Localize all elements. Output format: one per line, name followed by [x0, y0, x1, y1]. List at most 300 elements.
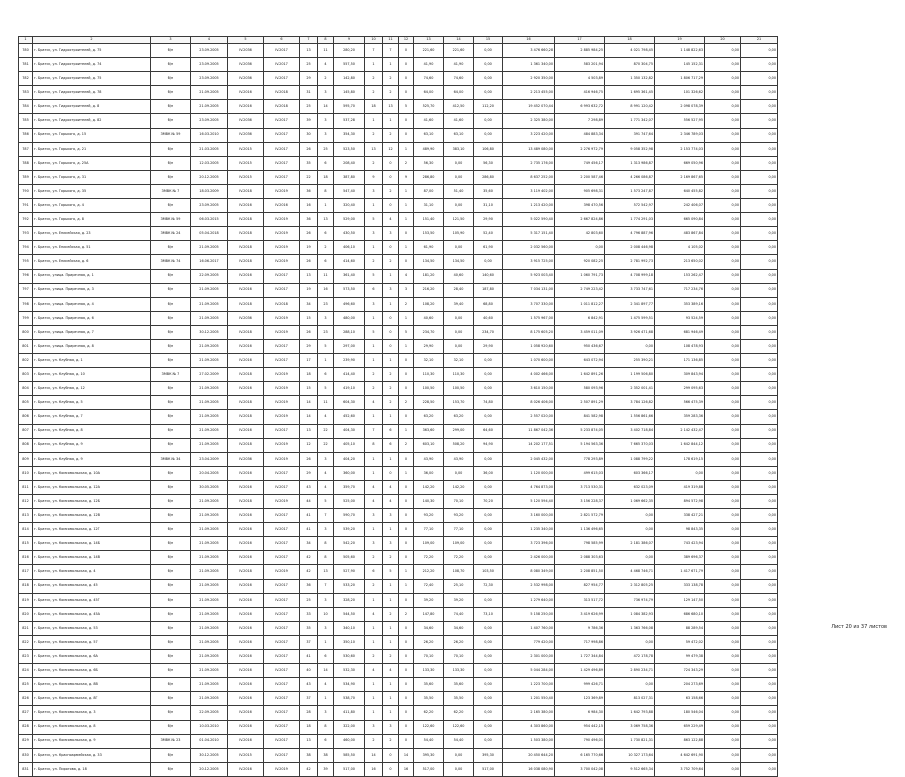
table-cell: 7: [318, 509, 334, 523]
table-cell: 0,00: [741, 114, 778, 128]
table-cell: 0: [399, 678, 414, 692]
table-cell: 140,30: [414, 495, 444, 509]
table-cell: 21.09.2005: [191, 650, 228, 664]
table-cell: 7 034 131,00: [503, 283, 555, 297]
table-cell: 0,00: [741, 86, 778, 100]
column-header: 2: [33, 37, 151, 44]
table-cell: 781: [19, 58, 33, 72]
table-cell: 0,00: [474, 382, 503, 396]
table-cell: 93,20: [414, 509, 444, 523]
table-cell: 43,90: [444, 452, 474, 466]
table-cell: 0,00: [605, 339, 655, 353]
table-cell: 1: [383, 635, 399, 649]
table-cell: 523,50: [334, 142, 365, 156]
table-cell: 11: [318, 396, 334, 410]
table-cell: IV.2016: [228, 762, 264, 776]
table-cell: 30: [300, 128, 318, 142]
table-cell: 8: [318, 551, 334, 565]
table-cell: 0,00: [741, 396, 778, 410]
address-cell: г. Братск, ул. Горького, д. 35: [33, 184, 151, 198]
table-cell: 1: [383, 678, 399, 692]
table-cell: IV.2016: [228, 283, 264, 297]
address-cell: г. Братск, ул. Комсомольская, д. 8В: [33, 678, 151, 692]
table-cell: 17: [300, 354, 318, 368]
table-cell: 0,00: [705, 354, 741, 368]
table-cell: 0,00: [741, 678, 778, 692]
table-cell: 0,00: [741, 354, 778, 368]
table-cell: 280,20: [334, 44, 365, 58]
table-cell: 819: [19, 593, 33, 607]
table-cell: 31,10: [414, 199, 444, 213]
table-cell: 0,00: [741, 170, 778, 184]
table-cell: 0,00: [741, 382, 778, 396]
table-cell: 13: [300, 734, 318, 748]
table-cell: 22: [318, 424, 334, 438]
table-cell: 0,00: [474, 128, 503, 142]
table-cell: 0: [399, 495, 414, 509]
table-cell: 0: [399, 480, 414, 494]
table-row: [19, 44, 778, 58]
table-cell: 0,00: [705, 311, 741, 325]
table-cell: 2 098 078,39: [655, 100, 705, 114]
table-cell: 299 095,63: [655, 382, 705, 396]
table-cell: 3 476 660,28: [503, 44, 555, 58]
table-cell: 3 223 420,00: [503, 128, 555, 142]
table-cell: 604,30: [334, 396, 365, 410]
table-cell: 2: [365, 579, 383, 593]
table-cell: 4 764 873,00: [503, 480, 555, 494]
table-cell: 2 312 805,25: [605, 579, 655, 593]
table-cell: 0,00: [741, 283, 778, 297]
table-cell: 35,50: [444, 692, 474, 706]
table-cell: IV.2017: [264, 706, 300, 720]
table-cell: 41: [300, 650, 318, 664]
table-cell: 77,10: [444, 523, 474, 537]
table-cell: 583 201,94: [555, 58, 605, 72]
table-cell: 93,20: [444, 509, 474, 523]
table-cell: 129 147,50: [655, 593, 705, 607]
table-cell: 14: [300, 410, 318, 424]
table-cell: 1: [383, 593, 399, 607]
table-cell: 35,60: [414, 678, 444, 692]
table-cell: 557,50: [334, 58, 365, 72]
table-cell: 783: [19, 86, 33, 100]
table-cell: 788: [19, 156, 33, 170]
table-cell: IV.2016: [228, 579, 264, 593]
table-cell: 0,00: [705, 495, 741, 509]
table-cell: 2 532 998,00: [503, 579, 555, 593]
table-cell: 61,90: [474, 241, 503, 255]
table-cell: 0,00: [741, 424, 778, 438]
table-cell: 134,50: [414, 255, 444, 269]
address-cell: г. Братск, ул. Гидростроителей, д. 75: [33, 72, 151, 86]
table-cell: 717 234,76: [655, 283, 705, 297]
table-cell: 0: [399, 382, 414, 396]
table-row: [19, 424, 778, 438]
table-cell: 29: [300, 72, 318, 86]
table-cell: 0: [383, 311, 399, 325]
table-cell: 61,90: [414, 241, 444, 255]
table-cell: 0,00: [705, 58, 741, 72]
table-cell: 0,00: [741, 58, 778, 72]
table-cell: 10 327 173,64: [605, 748, 655, 762]
table-cell: 333 138,78: [655, 579, 705, 593]
table-cell: 0: [383, 748, 399, 762]
table-cell: IV.2016: [228, 199, 264, 213]
table-cell: 1: [383, 579, 399, 593]
address-cell: г. Братск, ул. Комсомольская, д. 12Б: [33, 495, 151, 509]
table-cell: 1 806 717,29: [655, 72, 705, 86]
table-cell: 0,00: [741, 523, 778, 537]
table-cell: 8 026 406,00: [503, 396, 555, 410]
address-cell: г. Братск, ул. Клубная, д. 12: [33, 382, 151, 396]
table-row: [19, 706, 778, 720]
table-cell: 06.03.2015: [191, 213, 228, 227]
table-cell: 5 233 874,05: [555, 424, 605, 438]
table-cell: 0,00: [705, 213, 741, 227]
table-cell: 3 733 747,61: [605, 283, 655, 297]
table-cell: IV.2019: [264, 495, 300, 509]
table-cell: IV.2016: [228, 424, 264, 438]
table-cell: 3: [318, 621, 334, 635]
table-cell: 208,40: [334, 156, 365, 170]
table-cell: 0: [399, 692, 414, 706]
table-cell: 72,20: [444, 551, 474, 565]
table-cell: 824: [19, 664, 33, 678]
table-cell: 801: [19, 339, 33, 353]
table-cell: IV.2018: [228, 184, 264, 198]
table-cell: 5: [383, 565, 399, 579]
table-row: [19, 523, 778, 537]
table-cell: 0,00: [444, 762, 474, 776]
table-cell: 0,00: [741, 227, 778, 241]
table-cell: 36,00: [414, 466, 444, 480]
column-header: 11: [383, 37, 399, 44]
table-cell: 3: [318, 523, 334, 537]
table-cell: 717 998,86: [555, 635, 605, 649]
table-cell: 2: [383, 396, 399, 410]
table-cell: 0,00: [705, 325, 741, 339]
table-cell: 19 452 070,44: [503, 100, 555, 114]
table-cell: 0,00: [705, 241, 741, 255]
table-cell: IV.2019: [264, 184, 300, 198]
table-cell: 11: [318, 269, 334, 283]
table-cell: 412,50: [444, 100, 474, 114]
table-cell: 822: [19, 635, 33, 649]
table-cell: 0,00: [741, 311, 778, 325]
table-cell: 0: [399, 509, 414, 523]
address-cell: г. Братск, ул. Енисейская, д. 51: [33, 241, 151, 255]
table-cell: 0: [399, 354, 414, 368]
table-cell: 414,40: [334, 368, 365, 382]
table-cell: 338 427,21: [655, 509, 705, 523]
table-cell: 110,30: [414, 368, 444, 382]
table-cell: 6 842,91: [555, 311, 605, 325]
table-cell: 0: [383, 325, 399, 339]
table-cell: IV.2019: [264, 311, 300, 325]
table-cell: 2 885 984,25: [555, 44, 605, 58]
table-cell: 108 478,93: [655, 339, 705, 353]
table-cell: 1 213 420,00: [503, 199, 555, 213]
table-cell: 21.09.2005: [191, 678, 228, 692]
table-cell: б/н: [151, 762, 191, 776]
table-cell: 7 298,89: [555, 114, 605, 128]
table-cell: 21.09.2005: [191, 382, 228, 396]
table-cell: 1 199 506,80: [605, 368, 655, 382]
header-row: [19, 37, 778, 44]
address-cell: г. Братск, ул. Клубная, д. 8: [33, 424, 151, 438]
table-cell: 213 650,02: [655, 255, 705, 269]
table-cell: 180 546,04: [655, 706, 705, 720]
table-cell: 0,00: [705, 579, 741, 593]
table-cell: 5: [365, 325, 383, 339]
table-cell: IV.2016: [228, 607, 264, 621]
table-cell: 0: [399, 452, 414, 466]
table-cell: 25: [318, 142, 334, 156]
table-cell: 3: [383, 537, 399, 551]
table-cell: 5: [318, 382, 334, 396]
table-row: [19, 452, 778, 466]
table-cell: IV.2019: [264, 438, 300, 452]
table-cell: 3: [365, 184, 383, 198]
table-row: [19, 396, 778, 410]
table-cell: 14: [399, 748, 414, 762]
table-cell: 5 317 151,40: [503, 227, 555, 241]
table-row: [19, 283, 778, 297]
table-cell: 659 229,49: [655, 720, 705, 734]
table-cell: 2 557 020,00: [503, 410, 555, 424]
table-cell: IV.2016: [228, 692, 264, 706]
table-cell: 350,10: [334, 635, 365, 649]
table-cell: 1: [399, 184, 414, 198]
table-cell: 787: [19, 142, 33, 156]
table-cell: 0,00: [444, 156, 474, 170]
table-cell: 3: [365, 720, 383, 734]
table-cell: 0,00: [705, 664, 741, 678]
table-cell: 26: [300, 227, 318, 241]
table-cell: 39,20: [444, 593, 474, 607]
table-cell: IV.2018: [228, 325, 264, 339]
table-cell: 234,70: [414, 325, 444, 339]
table-cell: 1: [365, 692, 383, 706]
table-cell: 8 080 349,00: [503, 565, 555, 579]
table-cell: 572 542,97: [605, 199, 655, 213]
table-cell: 4: [318, 480, 334, 494]
table-cell: 2: [365, 255, 383, 269]
table-cell: 5 923 003,40: [503, 269, 555, 283]
table-cell: 2 142 432,47: [655, 424, 705, 438]
table-cell: 0,00: [444, 748, 474, 762]
table-cell: 1 136 496,65: [555, 523, 605, 537]
table-cell: IV.2036: [228, 58, 264, 72]
table-cell: 234,70: [474, 325, 503, 339]
table-cell: 32,10: [414, 354, 444, 368]
table-cell: 40,60: [414, 311, 444, 325]
table-cell: 286,80: [414, 170, 444, 184]
table-cell: 15: [300, 311, 318, 325]
table-cell: 0,00: [474, 72, 503, 86]
table-cell: 4 105,02: [655, 241, 705, 255]
table-cell: IV.2016: [228, 523, 264, 537]
table-cell: 228,50: [414, 396, 444, 410]
table-cell: 10: [318, 607, 334, 621]
table-cell: 74,60: [444, 72, 474, 86]
table-cell: 74,60: [414, 72, 444, 86]
table-cell: 6: [383, 424, 399, 438]
table-cell: 0: [383, 156, 399, 170]
table-cell: 0,00: [474, 678, 503, 692]
table-cell: 35: [300, 156, 318, 170]
table-cell: 790 496,01: [555, 734, 605, 748]
table-cell: 1 279 640,00: [503, 593, 555, 607]
table-cell: 1: [383, 114, 399, 128]
table-cell: 2: [399, 607, 414, 621]
table-cell: б/н: [151, 523, 191, 537]
table-cell: 40,60: [474, 311, 503, 325]
table-cell: 2: [383, 551, 399, 565]
table-cell: 10.03.2010: [191, 720, 228, 734]
table-cell: 0,00: [741, 565, 778, 579]
table-cell: IV.2018: [228, 495, 264, 509]
table-cell: 0,00: [741, 593, 778, 607]
table-row: [19, 255, 778, 269]
table-cell: 0,00: [474, 86, 503, 100]
table-cell: 499 615,03: [555, 466, 605, 480]
table-cell: 59 472,02: [655, 635, 705, 649]
table-cell: 62,20: [414, 706, 444, 720]
table-cell: 1: [365, 635, 383, 649]
table-cell: 0,00: [741, 339, 778, 353]
table-cell: 1 642 793,88: [605, 706, 655, 720]
address-cell: г. Братск, ул. Енисейская, д. 6: [33, 255, 151, 269]
column-header: 20: [705, 37, 741, 44]
table-cell: 3: [383, 283, 399, 297]
table-row: [19, 72, 778, 86]
table-cell: 21.09.2005: [191, 621, 228, 635]
table-cell: 63,20: [444, 410, 474, 424]
table-cell: 145,80: [334, 86, 365, 100]
table-cell: 1: [365, 58, 383, 72]
table-cell: 23: [318, 325, 334, 339]
table-cell: 0: [399, 523, 414, 537]
table-cell: 0,00: [444, 199, 474, 213]
table-cell: 0,00: [705, 368, 741, 382]
table-cell: 1: [318, 692, 334, 706]
table-cell: 4: [399, 269, 414, 283]
table-cell: IV.2018: [228, 410, 264, 424]
table-cell: 8: [318, 537, 334, 551]
table-cell: 16.06.2017: [191, 255, 228, 269]
table-cell: 0,00: [705, 199, 741, 213]
table-cell: 2: [383, 734, 399, 748]
table-cell: 255 390,21: [605, 354, 655, 368]
table-cell: 665 090,84: [655, 213, 705, 227]
address-cell: г. Братск, ул. Комсомольская, д. 6А: [33, 650, 151, 664]
table-cell: 3 119 402,00: [503, 184, 555, 198]
column-header: 21: [741, 37, 778, 44]
table-cell: б/н: [151, 58, 191, 72]
table-cell: IV.2019: [264, 213, 300, 227]
table-cell: 36: [300, 579, 318, 593]
table-row: [19, 184, 778, 198]
table-cell: 827 954,77: [555, 579, 605, 593]
table-cell: IV.2018: [264, 100, 300, 114]
table-cell: 25: [300, 100, 318, 114]
table-cell: 153,50: [414, 227, 444, 241]
table-cell: IV.2016: [228, 678, 264, 692]
table-cell: 0: [383, 466, 399, 480]
table-cell: 802: [19, 354, 33, 368]
table-cell: 239,90: [334, 354, 365, 368]
table-cell: 0: [399, 114, 414, 128]
table-cell: 140,60: [474, 269, 503, 283]
table-cell: б/н: [151, 170, 191, 184]
table-cell: 178 619,15: [655, 452, 705, 466]
table-cell: 1 120 000,00: [503, 466, 555, 480]
table-cell: 7: [365, 424, 383, 438]
table-cell: ЗМВК № 74: [151, 255, 191, 269]
table-cell: 1 363 766,08: [605, 621, 655, 635]
table-cell: 74,80: [474, 396, 503, 410]
table-cell: 8 991 120,42: [605, 100, 655, 114]
table-cell: 525,00: [334, 495, 365, 509]
table-cell: б/н: [151, 635, 191, 649]
table-cell: 100,50: [444, 382, 474, 396]
table-cell: 0,00: [741, 438, 778, 452]
table-cell: 0,00: [474, 255, 503, 269]
table-cell: 21.09.2005: [191, 551, 228, 565]
table-cell: 0,00: [474, 44, 503, 58]
table-cell: IV.2016: [264, 199, 300, 213]
table-cell: б/н: [151, 621, 191, 635]
table-cell: IV.2016: [228, 720, 264, 734]
table-cell: б/н: [151, 241, 191, 255]
table-cell: 798 585,99: [555, 537, 605, 551]
table-cell: 0,00: [705, 438, 741, 452]
table-cell: 37: [300, 692, 318, 706]
table-cell: 391 747,64: [605, 128, 655, 142]
column-header: 9: [334, 37, 365, 44]
table-cell: 0,00: [741, 579, 778, 593]
table-cell: 21.09.2005: [191, 311, 228, 325]
table-cell: 1 070 600,00: [503, 354, 555, 368]
table-row: [19, 241, 778, 255]
table-cell: 134,50: [444, 255, 474, 269]
table-cell: 23.09.2005: [191, 72, 228, 86]
table-cell: б/н: [151, 142, 191, 156]
table-cell: 108,20: [414, 297, 444, 311]
address-cell: г. Братск, улица. Приречная, д. 1: [33, 269, 151, 283]
table-cell: б/н: [151, 325, 191, 339]
table-cell: 530,60: [334, 650, 365, 664]
table-cell: 525,70: [414, 100, 444, 114]
table-cell: 30.05.2005: [191, 480, 228, 494]
address-cell: г. Братск, улица. Приречная, д. 7: [33, 325, 151, 339]
table-cell: 0: [399, 58, 414, 72]
table-row: [19, 720, 778, 734]
table-cell: IV.2017: [264, 466, 300, 480]
table-cell: 0,00: [705, 184, 741, 198]
table-cell: 1: [365, 114, 383, 128]
table-cell: 8 175 605,20: [503, 325, 555, 339]
address-cell: г. Братск, ул. Комсомольская, д. 14Б: [33, 537, 151, 551]
table-cell: 803: [19, 368, 33, 382]
column-header: 19: [655, 37, 705, 44]
address-cell: г. Братск, ул. Комсомольская, д. 8: [33, 720, 151, 734]
table-row: [19, 100, 778, 114]
table-cell: IV.2017: [264, 269, 300, 283]
table-cell: 5: [318, 339, 334, 353]
